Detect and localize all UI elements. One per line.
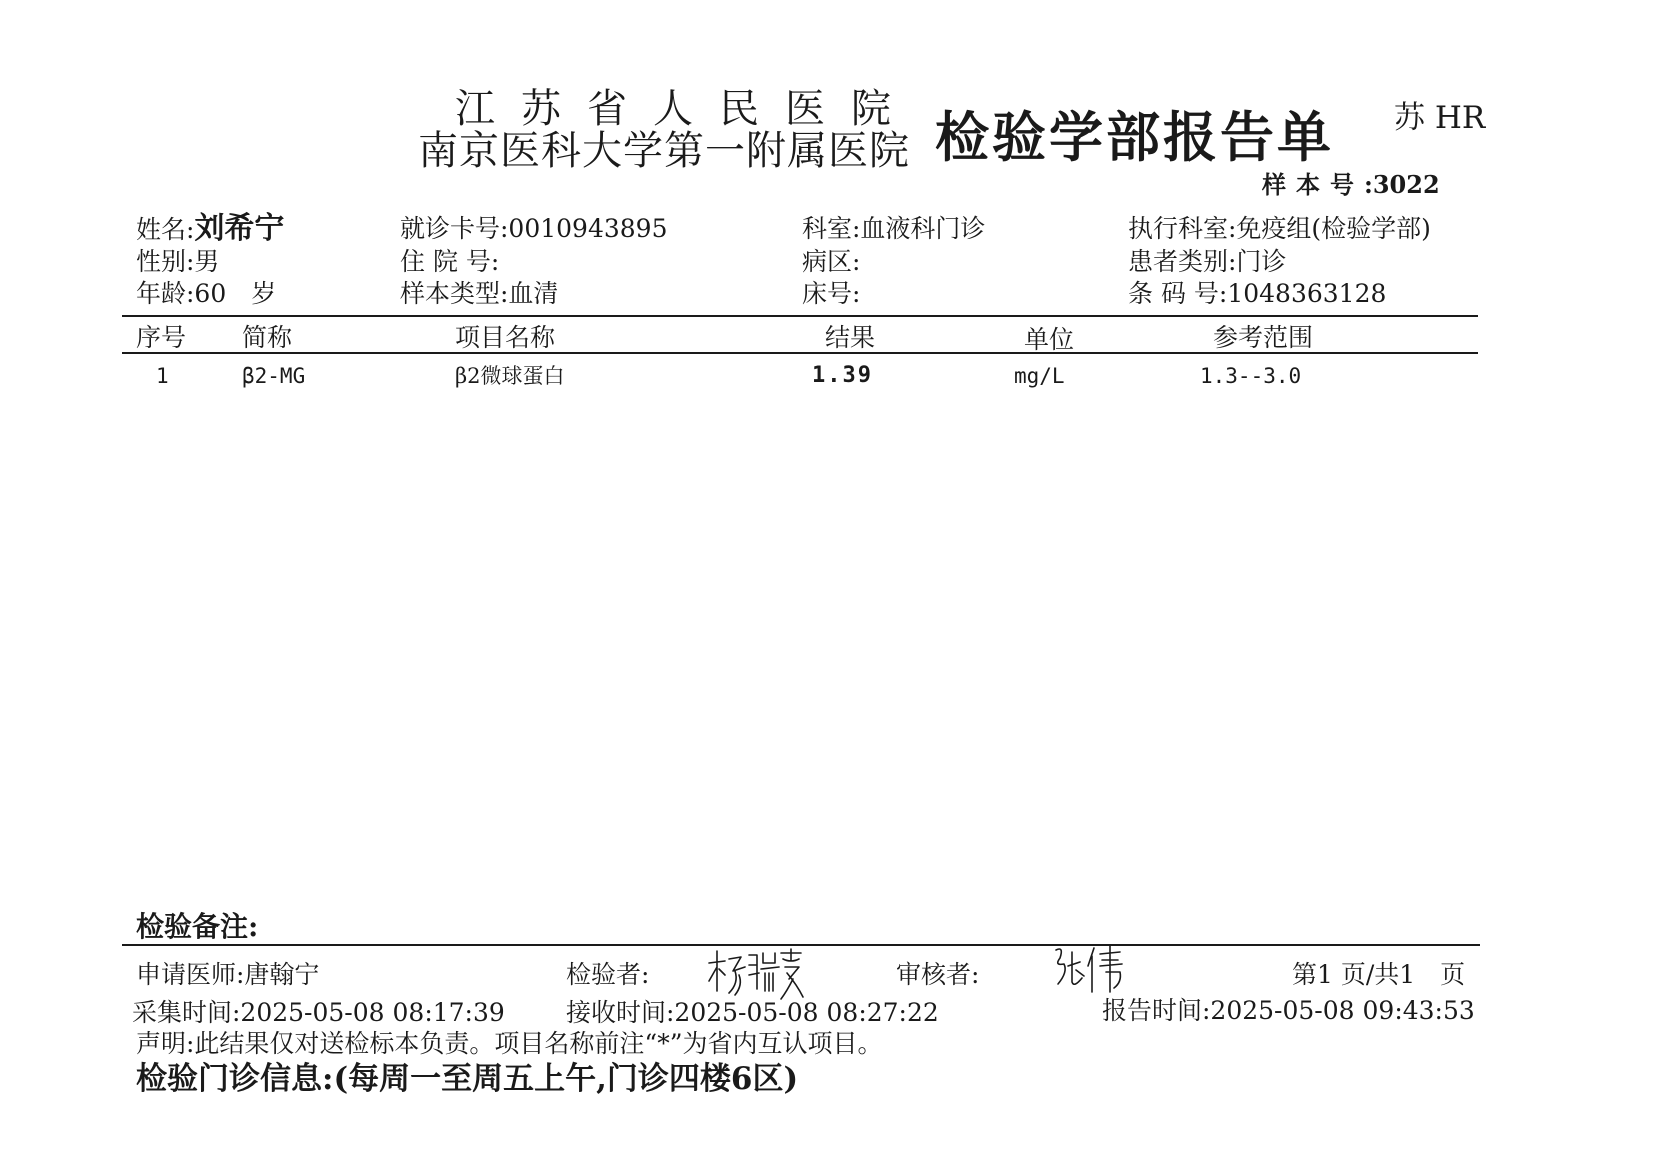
patient-age: 年龄:60 岁: [136, 279, 277, 308]
report-title: 检验学部报告单: [935, 105, 1334, 169]
row-result: 1.39: [812, 363, 873, 388]
department: 科室:血液科门诊: [802, 214, 986, 243]
statement: 声明:此结果仅对送检标本负责。项目名称前注“*”为省内互认项目。: [136, 1029, 883, 1058]
collect-time: 采集时间:2025-05-08 08:17:39: [132, 998, 505, 1027]
receive-time: 接收时间:2025-05-08 08:27:22: [566, 998, 939, 1027]
hospital-name-line2: 南京医科大学第一附属医院: [418, 128, 910, 174]
col-header-abbr: 简称: [242, 323, 293, 352]
col-header-name: 项目名称: [455, 323, 556, 352]
sample-type: 样本类型:血清: [400, 279, 559, 308]
patient-name-label: 姓名:: [136, 215, 195, 244]
ward: 病区:: [802, 247, 861, 276]
report-code: 苏 HR: [1394, 100, 1486, 136]
report-time: 报告时间:2025-05-08 09:43:53: [1102, 996, 1475, 1025]
table-header-rule: [122, 352, 1478, 354]
row-range: 1.3--3.0: [1200, 364, 1302, 388]
requesting-doctor: 申请医师:唐翰宁: [136, 960, 320, 989]
sample-number-value: :3022: [1364, 170, 1440, 199]
col-header-unit: 单位: [1024, 325, 1075, 354]
col-header-result: 结果: [825, 323, 876, 352]
row-no: 1: [156, 364, 169, 388]
hospital-name-line1: 江苏省人民医院: [455, 86, 917, 132]
card-number: 就诊卡号:0010943895: [400, 214, 668, 243]
bed: 床号:: [802, 279, 861, 308]
remark-label: 检验备注:: [136, 910, 259, 943]
tester-label: 检验者:: [566, 960, 650, 989]
row-unit: mg/L: [1014, 364, 1065, 388]
sample-number-label: 样本号: [1262, 170, 1364, 199]
page-info: 第1 页/共1 页: [1292, 960, 1466, 989]
patient-name-value: 刘希宁: [194, 211, 285, 246]
patient-name: [136, 213, 284, 246]
barcode: 条 码 号:1048363128: [1128, 279, 1387, 308]
row-abbr: β2-MG: [242, 364, 306, 388]
clinic-info: 检验门诊信息:(每周一至周五上午,门诊四楼6区): [136, 1061, 799, 1097]
row-name: β2微球蛋白: [455, 364, 565, 388]
col-header-no: 序号: [136, 323, 187, 352]
table-top-rule: [122, 315, 1478, 317]
patient-type: 患者类别:门诊: [1128, 247, 1287, 276]
inpatient-number: 住 院 号:: [400, 247, 500, 276]
exec-department: 执行科室:免疫组(检验学部): [1128, 214, 1431, 243]
patient-gender: 性别:男: [136, 247, 220, 276]
sample-number: [1262, 170, 1440, 200]
col-header-range: 参考范围: [1213, 323, 1314, 352]
reviewer-label: 审核者:: [896, 960, 980, 989]
tester-signature: [705, 945, 805, 1003]
reviewer-signature: [1050, 942, 1132, 998]
